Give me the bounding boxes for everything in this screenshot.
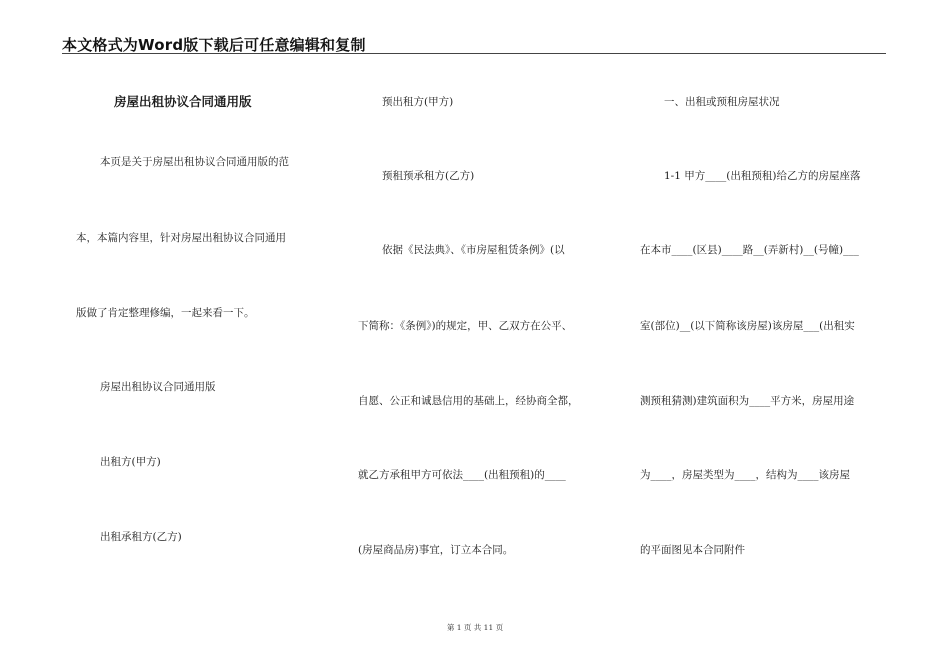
paragraph-line: 就乙方承租甲方可依法____(出租预租)的____ <box>358 469 566 481</box>
paragraph-line: 出租方(甲方) <box>100 456 161 468</box>
paragraph-line: 出租承租方(乙方) <box>100 531 182 543</box>
paragraph-line: 室(部位)__(以下简称该房屋)该房屋___(出租实 <box>640 320 855 332</box>
paragraph-line: (房屋商品房)事宜，订立本合同。 <box>358 544 514 556</box>
page-number: 第 1 页 共 11 页 <box>446 623 504 632</box>
paragraph-line: 本，本篇内容里，针对房屋出租协议合同通用 <box>76 232 286 244</box>
paragraph-line: 1-1 甲方____(出租预租)给乙方的房屋座落 <box>664 170 861 182</box>
paragraph-line: 预出租方(甲方) <box>382 96 454 108</box>
paragraph-line: 本页是关于房屋出租协议合同通用版的范 <box>100 156 289 168</box>
paragraph-line: 在本市____(区县)____路__(弄新村)__(号幢)___ <box>640 244 859 256</box>
paragraph-line: 下简称：《条例》)的规定，甲、乙双方在公平、 <box>358 320 573 332</box>
paragraph-line: 测预租猜测)建筑面积为____平方米，房屋用途 <box>640 395 855 407</box>
paragraph-line: 房屋出租协议合同通用版 <box>100 381 216 393</box>
paragraph-line: 依据《民法典》、《市房屋租赁条例》(以 <box>382 244 565 256</box>
paragraph-line: 版做了肯定整理修编，一起来看一下。 <box>76 307 255 319</box>
banner-divider <box>62 53 886 54</box>
document-banner: 本文格式为Word版下载后可任意编辑和复制 <box>62 36 366 54</box>
paragraph-line: 预租预承租方(乙方) <box>382 170 475 182</box>
paragraph-line: 为____，房屋类型为____，结构为____该房屋 <box>640 469 850 481</box>
paragraph-line: 自愿、公正和诚恳信用的基础上，经协商全都， <box>358 395 579 407</box>
document-title: 房屋出租协议合同通用版 <box>114 94 252 109</box>
section-heading: 一、出租或预租房屋状况 <box>664 96 780 108</box>
paragraph-line: 的平面图见本合同附件 <box>640 544 745 556</box>
